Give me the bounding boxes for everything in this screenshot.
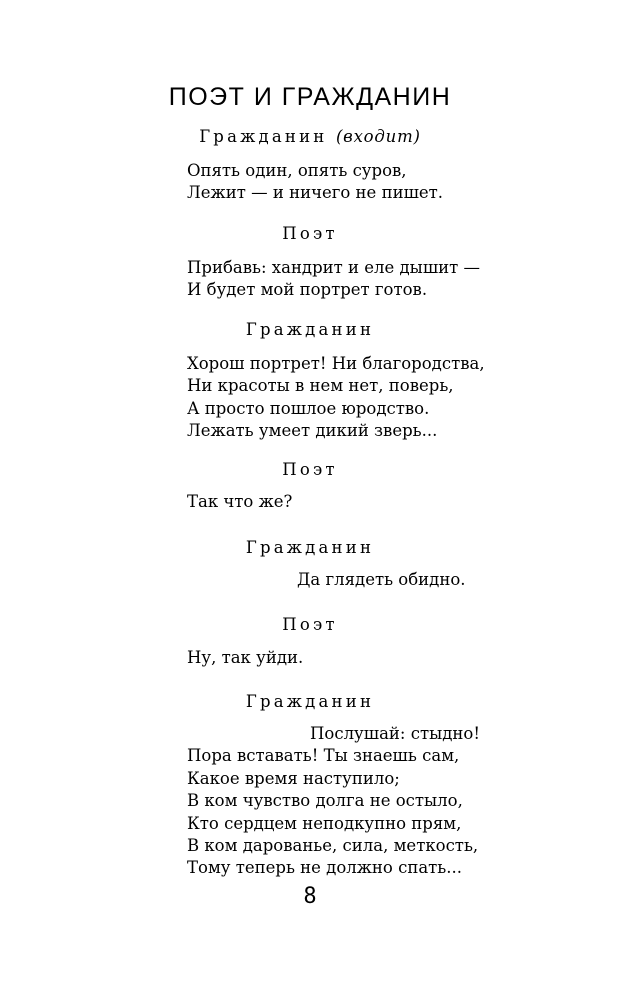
stanza <box>187 491 292 513</box>
stanza <box>187 647 303 669</box>
speaker-name: Поэт <box>282 615 338 634</box>
poem-title: ПОЭТ И ГРАЖДАНИН <box>168 83 452 111</box>
verse-line: И будет мой портрет готов. <box>187 280 428 300</box>
speaker-label <box>0 223 620 245</box>
speaker-name: Гражданин <box>245 692 375 711</box>
speaker-name: Гражданин <box>199 127 328 146</box>
verse-line: Лежит — и ничего не пишет. <box>187 183 444 203</box>
speaker-label <box>0 126 620 148</box>
speaker-label <box>0 459 620 481</box>
stanza <box>187 353 485 443</box>
verse-line: Послушай: стыдно! <box>310 724 480 743</box>
speaker-label <box>0 537 620 559</box>
verse-line: В ком дарованье, сила, меткость, <box>187 836 479 856</box>
verse-line: Какое время наступило; <box>187 768 400 788</box>
verse-line: Так что же? <box>187 492 293 511</box>
verse-line: А просто пошлое юродство. <box>187 398 430 418</box>
stanza <box>187 569 466 591</box>
speaker-name: Гражданин <box>245 320 375 339</box>
stanza <box>187 723 480 880</box>
verse-line: Прибавь: хандрит и еле дышит — <box>187 258 481 277</box>
verse-line: Лежать умеет дикий зверь... <box>187 421 438 441</box>
stage-direction: (входит) <box>335 127 421 146</box>
verse-line: Ни красоты в нем нет, поверь, <box>187 376 454 396</box>
speaker-label <box>0 614 620 636</box>
speaker-name: Гражданин <box>245 538 375 557</box>
speaker-label <box>0 319 620 341</box>
speaker-label <box>0 691 620 713</box>
verse-line: Кто сердцем неподкупно прям, <box>187 813 462 833</box>
stanza <box>187 160 443 205</box>
verse-line: Хорош портрет! Ни благородства, <box>187 354 485 373</box>
stanza <box>187 257 480 302</box>
speaker-name: Поэт <box>282 460 338 479</box>
speaker-name: Поэт <box>282 224 338 243</box>
verse-line: Тому теперь не должно спать... <box>187 858 463 878</box>
page-number: 8 <box>303 884 317 909</box>
verse-line: В ком чувство долга не остыло, <box>187 791 463 811</box>
verse-line: Да глядеть обидно. <box>297 570 466 589</box>
verse-line: Опять один, опять суров, <box>187 161 407 180</box>
verse-line: Ну, так уйди. <box>187 648 304 667</box>
verse-line: Пора вставать! Ты знаешь сам, <box>187 746 460 766</box>
